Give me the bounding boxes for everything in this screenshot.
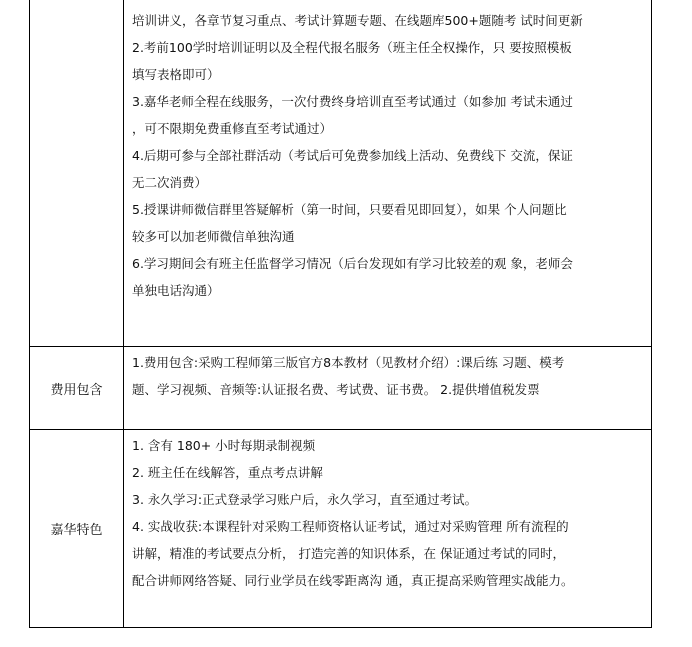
text-line: 2.考前100学时培训证明以及全程代报名服务（班主任全权操作，只 要按照模板	[132, 40, 572, 55]
services-content	[124, 0, 652, 347]
text-line: 1. 含有 180+ 小时每期录制视频	[132, 438, 316, 453]
text-line: 2. 班主任在线解答，重点考点讲解	[132, 465, 323, 480]
features-content	[124, 430, 652, 628]
text-line: 6.学习期间会有班主任监督学习情况（后台发现如有学习比较差的观 象，老师会	[132, 256, 573, 271]
row-label-features: 嘉华特色	[30, 430, 124, 628]
text-line: 配合讲师网络答疑、同行业学员在线零距离沟 通，真正提高采购管理实战能力。	[132, 573, 574, 588]
table-row-services	[30, 0, 652, 347]
text-line: 3. 永久学习:正式登录学习账户后，永久学习，直至通过考试。	[132, 492, 478, 507]
fees-content	[124, 347, 652, 430]
text-line: 3.嘉华老师全程在线服务，一次付费终身培训直至考试通过（如参加 考试未通过	[132, 94, 573, 109]
text-line: 讲解，精准的考试要点分析， 打造完善的知识体系，在 保证通过考试的同时，	[132, 546, 565, 561]
row-label-fees: 费用包含	[30, 347, 124, 430]
text-line: 培训讲义，各章节复习重点、考试计算题专题、在线题库500+题随考 试时间更新	[132, 13, 583, 28]
row-label	[30, 0, 124, 347]
text-line: 4. 实战收获:本课程针对采购工程师资格认证考试，通过对采购管理 所有流程的	[132, 519, 569, 534]
text-line: 1.费用包含:采购工程师第三版官方8本教材（见教材介绍）:课后练 习题、模考	[132, 355, 565, 370]
text-line: 4.后期可参与全部社群活动（考试后可免费参加线上活动、免费线下 交流，保证	[132, 148, 573, 163]
text-line: 无二次消费）	[132, 175, 208, 190]
table-row-features	[30, 430, 652, 628]
course-info-table	[29, 0, 652, 628]
text-line: 5.授课讲师微信群里答疑解析（第一时间，只要看见即回复），如果 个人问题比	[132, 202, 567, 217]
text-line: ，可不限期免费重修直至考试通过）	[132, 121, 333, 136]
table-row-fees	[30, 347, 652, 430]
text-line: 填写表格即可）	[132, 67, 220, 82]
text-line: 较多可以加老师微信单独沟通	[132, 229, 295, 244]
text-line: 题、学习视频、音频等:认证报名费、考试费、证书费。 2.提供增值税发票	[132, 382, 540, 397]
text-line: 单独电话沟通）	[132, 283, 220, 298]
